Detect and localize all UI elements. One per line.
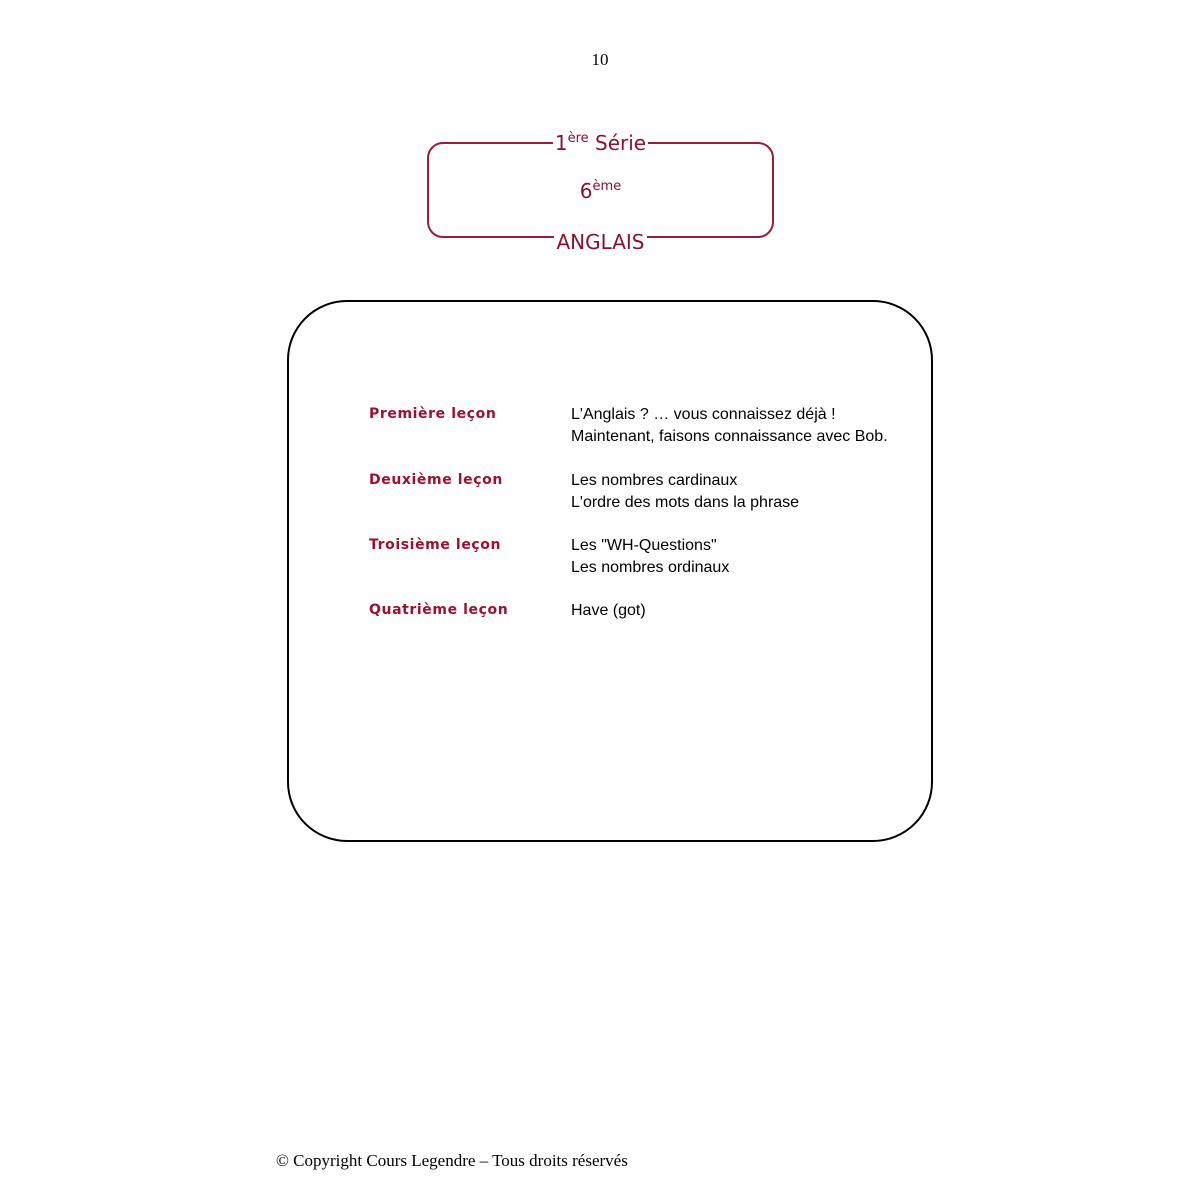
lesson-topic: Les "WH-Questions" bbox=[571, 537, 717, 554]
lesson-topics bbox=[571, 404, 888, 448]
series-box bbox=[427, 131, 774, 254]
lesson-topics bbox=[571, 600, 646, 622]
series-ordinal-suffix: ère bbox=[567, 131, 589, 146]
lesson-title: Première leçon bbox=[369, 406, 497, 422]
page-number: 10 bbox=[591, 50, 609, 69]
lesson-title: Quatrième leçon bbox=[369, 602, 509, 618]
lesson-title: Troisième leçon bbox=[369, 537, 502, 553]
lesson-topic: Les nombres ordinaux bbox=[571, 559, 730, 576]
subject-label bbox=[429, 231, 772, 253]
lesson-topics bbox=[571, 470, 799, 514]
grade-ordinal-suffix: ème bbox=[592, 179, 622, 194]
grade-label bbox=[429, 180, 772, 202]
lesson-topic: Les nombres cardinaux bbox=[571, 472, 738, 489]
lesson-title: Deuxième leçon bbox=[369, 472, 503, 488]
lesson-topic: L'ordre des mots dans la phrase bbox=[571, 494, 800, 511]
table-of-contents bbox=[287, 300, 933, 842]
lesson-topic: L'Anglais ? … vous connaissez déjà ! bbox=[571, 406, 836, 423]
lesson-topic: Maintenant, faisons connaissance avec Bob. bbox=[571, 428, 888, 445]
series-number: 1 bbox=[554, 131, 568, 155]
subject-name: ANGLAIS bbox=[556, 230, 645, 254]
series-title bbox=[429, 132, 772, 154]
grade-number: 6 bbox=[579, 179, 593, 203]
lesson-topic: Have (got) bbox=[571, 602, 646, 619]
lesson-topics bbox=[571, 535, 729, 579]
copyright-footer: © Copyright Cours Legendre – Tous droits réservés bbox=[276, 1151, 628, 1170]
series-word: Série bbox=[595, 131, 647, 155]
